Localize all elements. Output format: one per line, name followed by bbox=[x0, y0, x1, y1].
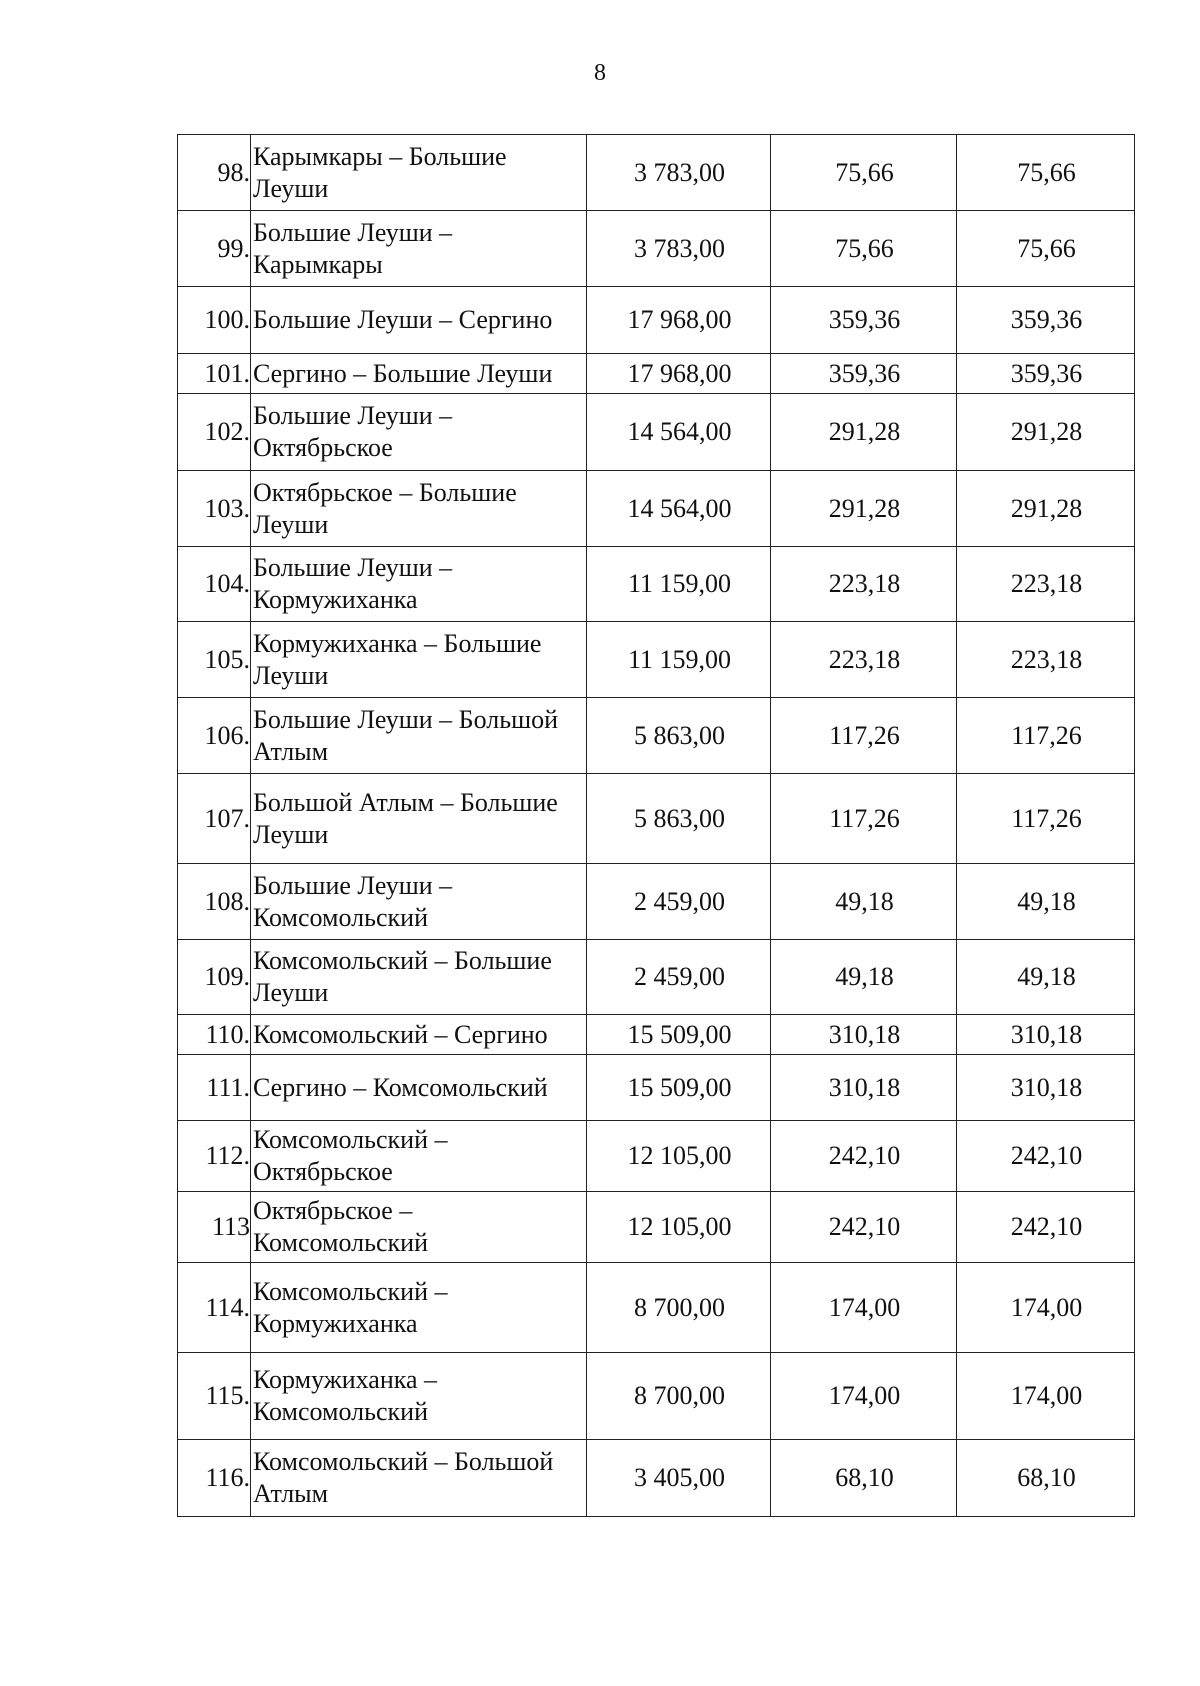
distance-value: 15 509,00 bbox=[587, 1055, 771, 1121]
amount-value-total: 174,00 bbox=[957, 1353, 1135, 1440]
route-name: Комсомольский – Сергино bbox=[251, 1015, 587, 1055]
amount-value-total: 291,28 bbox=[957, 394, 1135, 471]
row-number: 115. bbox=[178, 1353, 251, 1440]
distance-value: 8 700,00 bbox=[587, 1353, 771, 1440]
distance-value: 5 863,00 bbox=[587, 698, 771, 774]
amount-value: 291,28 bbox=[771, 394, 957, 471]
table-row bbox=[178, 1192, 1135, 1263]
distance-value: 15 509,00 bbox=[587, 1015, 771, 1055]
table-row bbox=[178, 774, 1135, 864]
amount-value: 117,26 bbox=[771, 774, 957, 864]
table-row bbox=[178, 135, 1135, 211]
table-row bbox=[178, 1015, 1135, 1055]
amount-value: 68,10 bbox=[771, 1440, 957, 1517]
amount-value-total: 359,36 bbox=[957, 354, 1135, 394]
routes-table bbox=[177, 134, 1135, 1517]
table-row bbox=[178, 287, 1135, 354]
table-row bbox=[178, 394, 1135, 471]
row-number: 112. bbox=[178, 1121, 251, 1192]
row-number: 101. bbox=[178, 354, 251, 394]
route-name: Большие Леуши – Комсомольский bbox=[251, 864, 587, 940]
row-number: 116. bbox=[178, 1440, 251, 1517]
route-name: Сергино – Комсомольский bbox=[251, 1055, 587, 1121]
route-name: Комсомольский – Большой Атлым bbox=[251, 1440, 587, 1517]
amount-value-total: 174,00 bbox=[957, 1263, 1135, 1353]
row-number: 107. bbox=[178, 774, 251, 864]
distance-value: 14 564,00 bbox=[587, 471, 771, 547]
table-row bbox=[178, 547, 1135, 622]
row-number: 108. bbox=[178, 864, 251, 940]
amount-value: 359,36 bbox=[771, 287, 957, 354]
row-number: 111. bbox=[178, 1055, 251, 1121]
amount-value-total: 223,18 bbox=[957, 547, 1135, 622]
amount-value-total: 242,10 bbox=[957, 1121, 1135, 1192]
row-number: 113 bbox=[178, 1192, 251, 1263]
row-number: 99. bbox=[178, 211, 251, 287]
route-name: Большие Леуши – Карымкары bbox=[251, 211, 587, 287]
amount-value-total: 117,26 bbox=[957, 774, 1135, 864]
amount-value: 117,26 bbox=[771, 698, 957, 774]
amount-value-total: 242,10 bbox=[957, 1192, 1135, 1263]
route-name: Большие Леуши – Сергино bbox=[251, 287, 587, 354]
routes-table-body bbox=[178, 135, 1135, 1517]
table-row bbox=[178, 1440, 1135, 1517]
table-row bbox=[178, 698, 1135, 774]
amount-value-total: 68,10 bbox=[957, 1440, 1135, 1517]
route-name: Большие Леуши – Большой Атлым bbox=[251, 698, 587, 774]
amount-value: 310,18 bbox=[771, 1055, 957, 1121]
amount-value-total: 291,28 bbox=[957, 471, 1135, 547]
table-row bbox=[178, 1353, 1135, 1440]
route-name: Сергино – Большие Леуши bbox=[251, 354, 587, 394]
table-row bbox=[178, 940, 1135, 1015]
amount-value: 359,36 bbox=[771, 354, 957, 394]
row-number: 104. bbox=[178, 547, 251, 622]
amount-value-total: 310,18 bbox=[957, 1015, 1135, 1055]
amount-value-total: 75,66 bbox=[957, 211, 1135, 287]
table-row bbox=[178, 211, 1135, 287]
route-name: Большие Леуши – Октябрьское bbox=[251, 394, 587, 471]
amount-value: 310,18 bbox=[771, 1015, 957, 1055]
distance-value: 12 105,00 bbox=[587, 1192, 771, 1263]
table-row bbox=[178, 1263, 1135, 1353]
distance-value: 11 159,00 bbox=[587, 547, 771, 622]
distance-value: 14 564,00 bbox=[587, 394, 771, 471]
amount-value: 49,18 bbox=[771, 940, 957, 1015]
table-row bbox=[178, 1055, 1135, 1121]
route-name: Большой Атлым – Большие Леуши bbox=[251, 774, 587, 864]
route-name: Кормужиханка – Комсомольский bbox=[251, 1353, 587, 1440]
route-name: Кормужиханка – Большие Леуши bbox=[251, 622, 587, 698]
amount-value-total: 49,18 bbox=[957, 864, 1135, 940]
distance-value: 11 159,00 bbox=[587, 622, 771, 698]
row-number: 110. bbox=[178, 1015, 251, 1055]
amount-value: 174,00 bbox=[771, 1263, 957, 1353]
row-number: 109. bbox=[178, 940, 251, 1015]
amount-value: 242,10 bbox=[771, 1121, 957, 1192]
amount-value: 223,18 bbox=[771, 622, 957, 698]
row-number: 102. bbox=[178, 394, 251, 471]
distance-value: 8 700,00 bbox=[587, 1263, 771, 1353]
route-name: Октябрьское – Комсомольский bbox=[251, 1192, 587, 1263]
table-row bbox=[178, 622, 1135, 698]
row-number: 114. bbox=[178, 1263, 251, 1353]
row-number: 106. bbox=[178, 698, 251, 774]
amount-value: 174,00 bbox=[771, 1353, 957, 1440]
route-name: Комсомольский – Большие Леуши bbox=[251, 940, 587, 1015]
distance-value: 3 405,00 bbox=[587, 1440, 771, 1517]
table-row bbox=[178, 1121, 1135, 1192]
table-row bbox=[178, 864, 1135, 940]
amount-value-total: 49,18 bbox=[957, 940, 1135, 1015]
amount-value: 223,18 bbox=[771, 547, 957, 622]
row-number: 103. bbox=[178, 471, 251, 547]
distance-value: 3 783,00 bbox=[587, 211, 771, 287]
table-row bbox=[178, 354, 1135, 394]
amount-value: 291,28 bbox=[771, 471, 957, 547]
distance-value: 17 968,00 bbox=[587, 354, 771, 394]
row-number: 105. bbox=[178, 622, 251, 698]
table-row bbox=[178, 471, 1135, 547]
distance-value: 12 105,00 bbox=[587, 1121, 771, 1192]
amount-value-total: 117,26 bbox=[957, 698, 1135, 774]
route-name: Октябрьское – Большие Леуши bbox=[251, 471, 587, 547]
amount-value: 49,18 bbox=[771, 864, 957, 940]
distance-value: 2 459,00 bbox=[587, 940, 771, 1015]
amount-value-total: 223,18 bbox=[957, 622, 1135, 698]
amount-value-total: 75,66 bbox=[957, 135, 1135, 211]
distance-value: 3 783,00 bbox=[587, 135, 771, 211]
row-number: 100. bbox=[178, 287, 251, 354]
row-number: 98. bbox=[178, 135, 251, 211]
amount-value: 242,10 bbox=[771, 1192, 957, 1263]
amount-value-total: 359,36 bbox=[957, 287, 1135, 354]
amount-value: 75,66 bbox=[771, 135, 957, 211]
route-name: Карымкары – Большие Леуши bbox=[251, 135, 587, 211]
distance-value: 5 863,00 bbox=[587, 774, 771, 864]
distance-value: 17 968,00 bbox=[587, 287, 771, 354]
page-number: 8 bbox=[594, 60, 606, 86]
route-name: Комсомольский – Октябрьское bbox=[251, 1121, 587, 1192]
route-name: Большие Леуши – Кормужиханка bbox=[251, 547, 587, 622]
amount-value: 75,66 bbox=[771, 211, 957, 287]
route-name: Комсомольский – Кормужиханка bbox=[251, 1263, 587, 1353]
distance-value: 2 459,00 bbox=[587, 864, 771, 940]
amount-value-total: 310,18 bbox=[957, 1055, 1135, 1121]
